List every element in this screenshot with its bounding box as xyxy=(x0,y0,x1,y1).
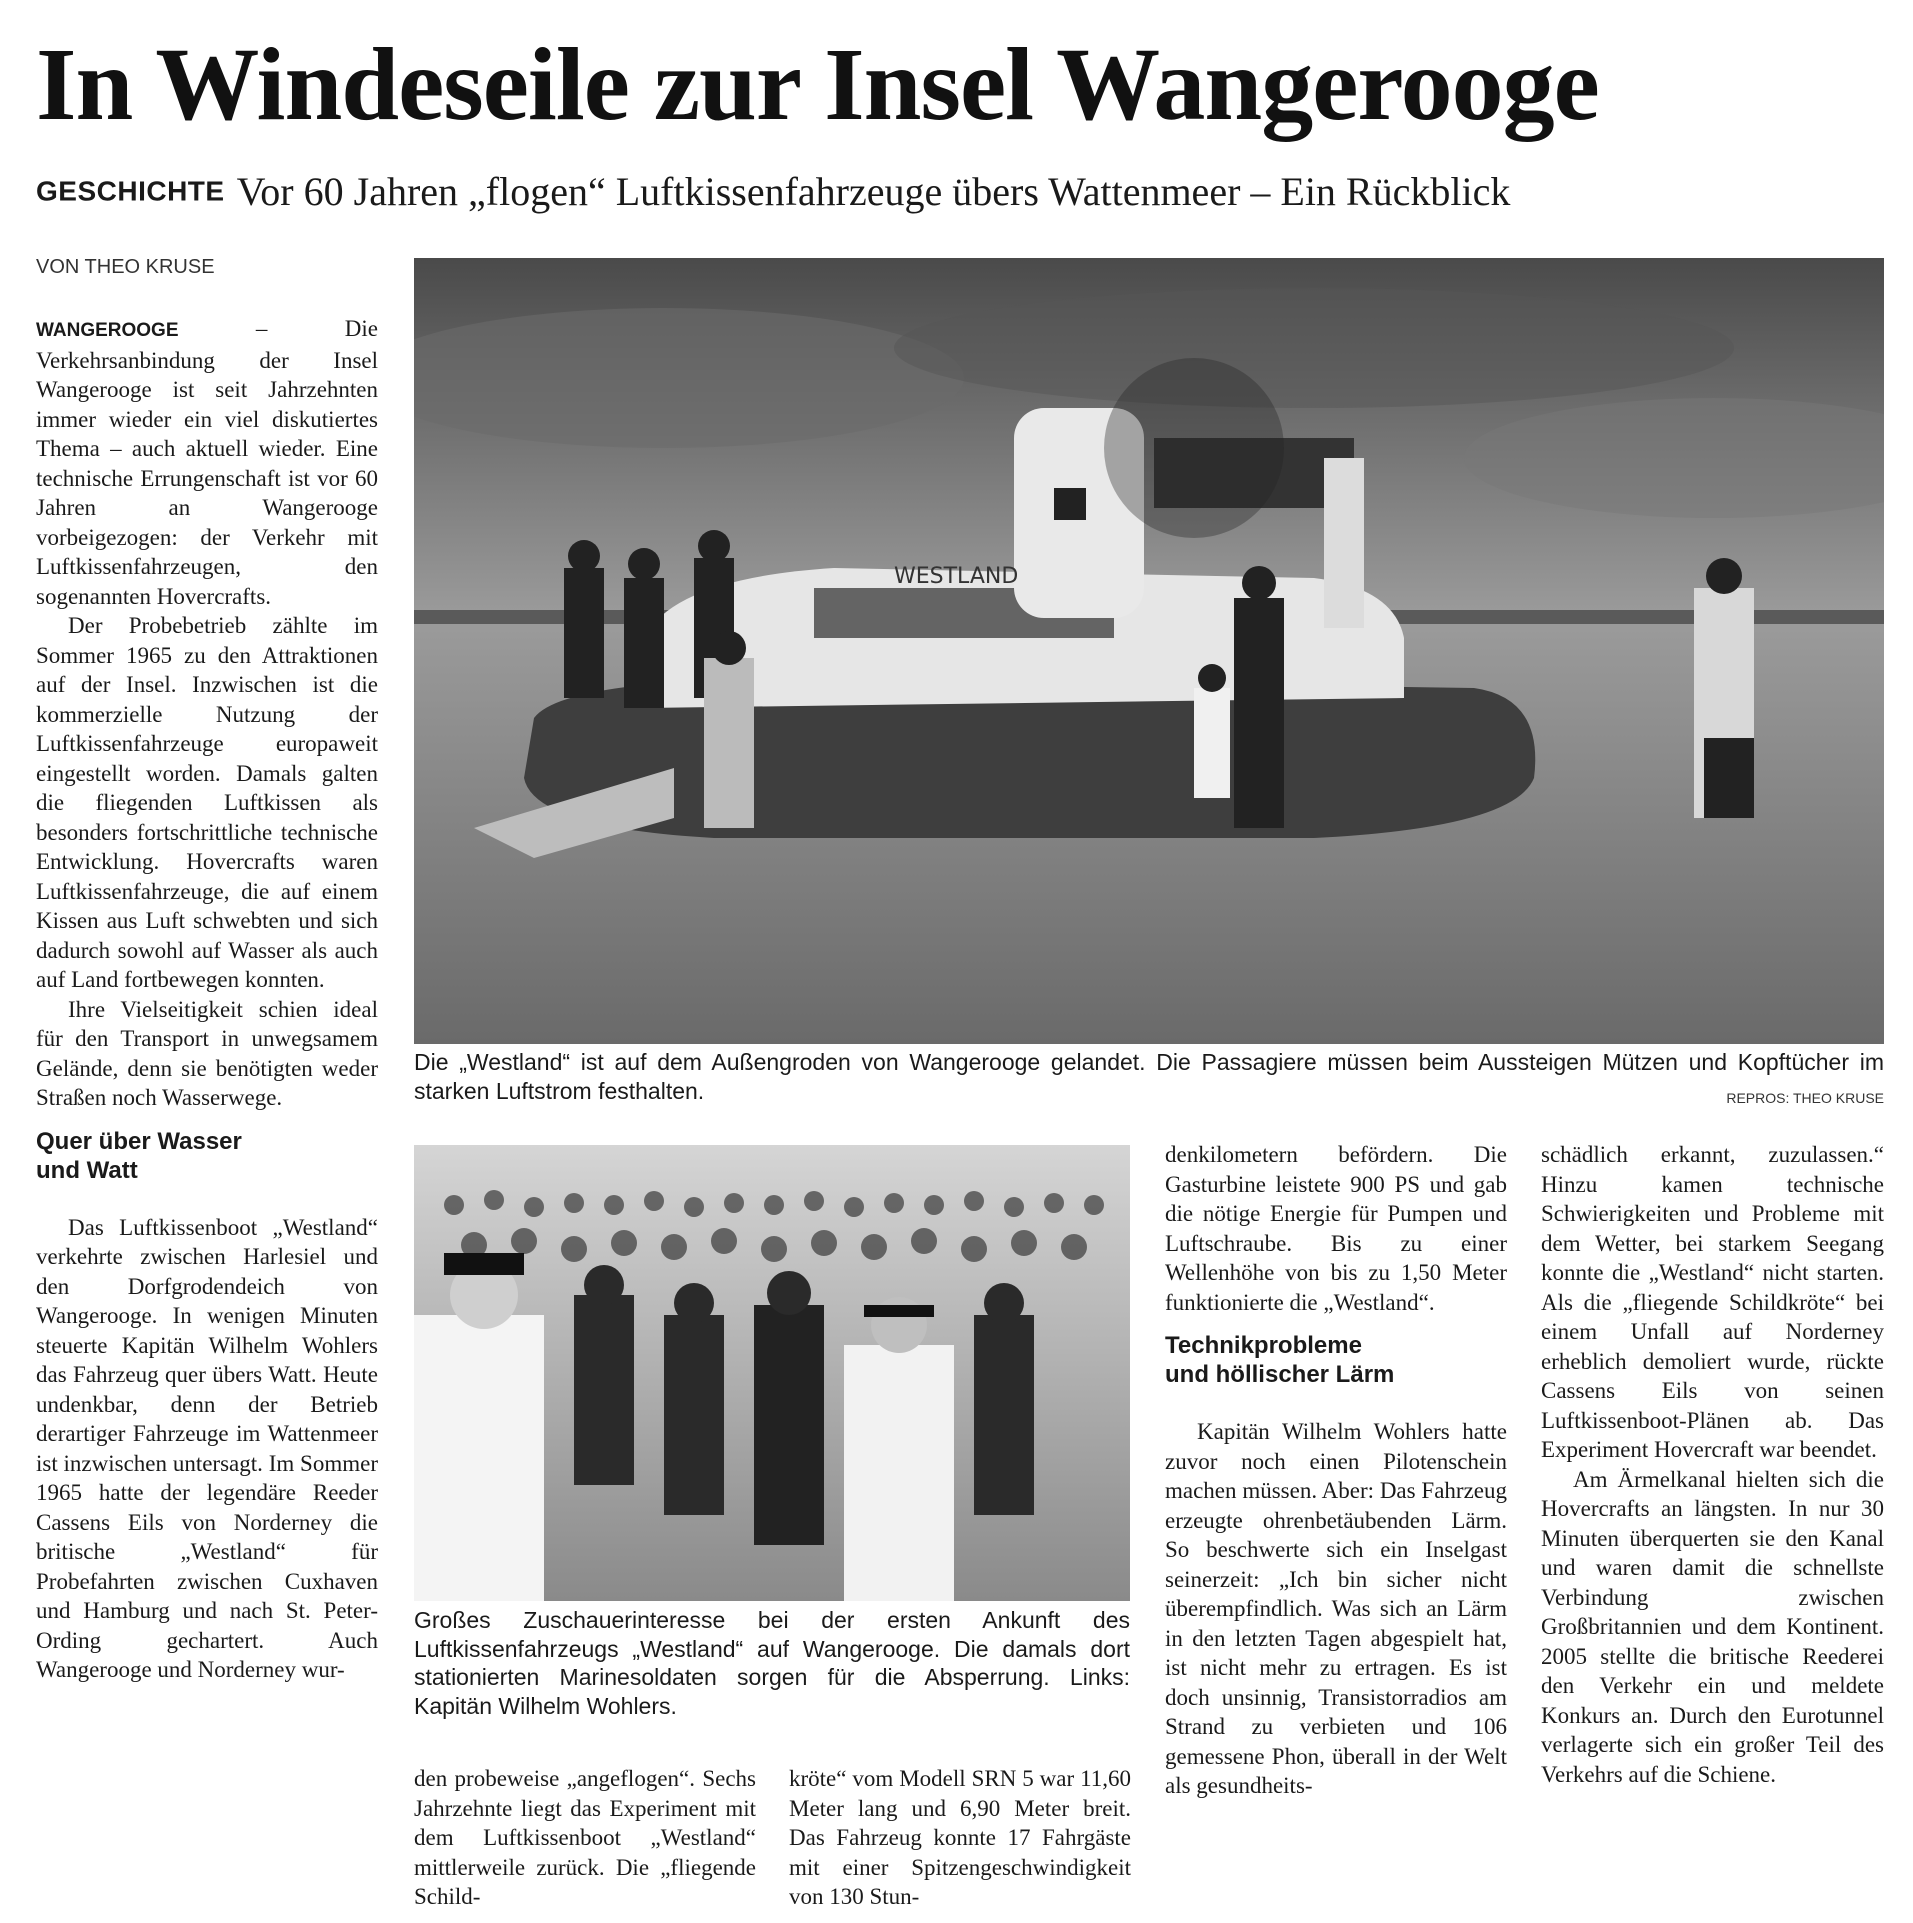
paragraph: Am Ärmelkanal hielten sich die Hovercrafts an längsten. In nur 30 Minuten überquerten sie den Kanal und waren damit die schnellste Verbindung zwischen Großbritannien und dem Kontinent. 2005 stellte die britische Reederei den Verkehr ein und meldete Konkurs an. Durch den Eurotunnel verlagerte sich ein großer Teil des Verkehrs auf die Schiene. xyxy=(1541,1466,1884,1787)
hovercraft-photo xyxy=(414,258,1884,1044)
hovercraft-photo-illustration xyxy=(414,258,1884,1044)
paragraph: denkilometern befördern. Die Gasturbine leistete 900 PS und gab die nötige Energie für Pumpen und Luftschraube. Bis zu einer Wellenhöhe von bis zu 1,50 Meter funktionierte die „Westland“. xyxy=(1165,1142,1507,1315)
subhead-line: und Watt xyxy=(36,1156,138,1184)
article-column-4 xyxy=(1165,1140,1507,1801)
subline xyxy=(36,168,1896,215)
subhead xyxy=(36,1127,378,1185)
paragraph xyxy=(36,314,378,611)
paragraph: Der Probebetrieb zählte im Sommer 1965 zu den Attraktionen auf der Insel. Inzwischen ist die kommerzielle Nutzung der Luftkissenfahrzeuge europaweit eingestellt worden. Damals galten die fliegenden Luftkissen als besonders fortschrittliche technische Entwicklung. Hovercrafts waren Luftkissenfahrzeuge, die auf einem Kissen aus Luft schwebten und sich dadurch sowohl auf Wasser als auch auf Land fortbewegen konnten. xyxy=(36,613,378,992)
article-column-3 xyxy=(789,1764,1131,1912)
article-column-1 xyxy=(36,314,378,1914)
article-column-5 xyxy=(1541,1140,1884,1789)
article-column-2 xyxy=(414,1764,756,1912)
subtitle: Vor 60 Jahren „flogen“ Luftkissenfahrzeuge übers Wattenmeer – Ein Rückblick xyxy=(236,169,1511,214)
paragraph: Kapitän Wilhelm Wohlers hatte zuvor noch einen Pilotenschein machen müssen. Aber: Das Fahrzeug erzeugte ohrenbetäubenden Lärm. So beschwerte sich ein Inselgast seinerzeit: „Ich bin sicher nicht überempfindlich. Was sich an Lärm in den letzten Tagen abgespielt hat, ist nicht mehr zu ertragen. Es ist doch unsinnig, Transistorradios am Strand zu verbieten und 106 gemessene Phon, überall in der Welt als gesundheits- xyxy=(1165,1419,1507,1798)
paragraph: schädlich erkannt, zuzulassen.“ Hinzu kamen technische Schwierigkeiten und Probleme mit dem Wetter, bei starkem Seegang konnte die „Westland“ nicht starten. Als die „fliegende Schildkröte“ bei einem Unfall auf Norderney erheblich demoliert wurde, rückte Cassens Eils von seinen Luftkissenboot-Plänen ab. Das Experiment Hovercraft war beendet. xyxy=(1541,1142,1884,1462)
dateline: WANGEROOGE xyxy=(36,320,179,341)
subhead-line: und höllischer Lärm xyxy=(1165,1361,1395,1388)
byline: VON THEO KRUSE xyxy=(36,256,215,278)
hovercraft-name: WESTLAND xyxy=(894,564,1019,589)
crowd-photo-illustration xyxy=(414,1145,1130,1601)
paragraph-text: – Die Verkehrsanbindung der Insel Wangerooge ist seit Jahrzehnten immer wieder ein viel diskutiertes Thema – auch aktuell wieder. Eine technische Errungenschaft ist vor 60 Jahren an Wangerooge vorbeigezogen: der Verkehr mit Luftkissenfahrzeugen, den sogenannten Hovercrafts. xyxy=(36,316,378,609)
photo-credit: REPROS: THEO KRUSE xyxy=(1726,1090,1884,1106)
photo-caption: Großes Zuschauerinteresse bei der ersten Ankunft des Luftkissenfahrzeugs „Westland“ auf Wangerooge. Die damals dort stationierten Marinesoldaten sorgen für die Absperrung. Links: Kapitän Wilhelm Wohlers. xyxy=(414,1607,1130,1719)
paragraph: Ihre Vielseitigkeit schien ideal für den Transport in unwegsamem Gelände, denn sie benötigten weder Straßen noch Wasserwege. xyxy=(36,996,378,1110)
paragraph: Das Luftkissenboot „Westland“ verkehrte zwischen Harlesiel und den Dorfgrodendeich von Wangerooge. In wenigen Minuten steuerte Kapitän Wilhelm Wohlers das Fahrzeug quer übers Watt. Heute undenkbar, denn der Betrieb derartiger Fahrzeuge im Wattenmeer ist inzwischen untersagt. Im Sommer 1965 hatte der legendäre Reeder Cassens Eils von Norderney die britische „Westland“ für Probefahrten zwischen Cuxhaven und Hamburg und nach St. Peter-Ording gechartert. Auch Wangerooge und Norderney wur- xyxy=(36,1214,378,1682)
kicker: GESCHICHTE xyxy=(36,175,225,207)
paragraph: den probeweise „angeflogen“. Sechs Jahrzehnte liegt das Experiment mit dem Luftkissenboot „Westland“ mittlerweile zurück. Die „fliegende Schild- xyxy=(414,1766,756,1909)
subhead-line: Quer über Wasser xyxy=(36,1127,242,1155)
subhead-line: Technikprobleme xyxy=(1165,1332,1362,1359)
paragraph: kröte“ vom Modell SRN 5 war 11,60 Meter lang und 6,90 Meter breit. Das Fahrzeug konnte 17 Fahrgäste mit einer Spitzengeschwindigkeit von 130 Stun- xyxy=(789,1766,1131,1909)
subhead xyxy=(1165,1331,1507,1389)
headline: In Windeseile zur Insel Wangerooge xyxy=(36,27,1599,142)
photo-caption: Die „Westland“ ist auf dem Außengroden von Wangerooge gelandet. Die Passagiere müssen beim Aussteigen Mützen und Kopftücher im starken Luftstrom festhalten. xyxy=(414,1049,1884,1104)
crowd-photo xyxy=(414,1145,1130,1601)
